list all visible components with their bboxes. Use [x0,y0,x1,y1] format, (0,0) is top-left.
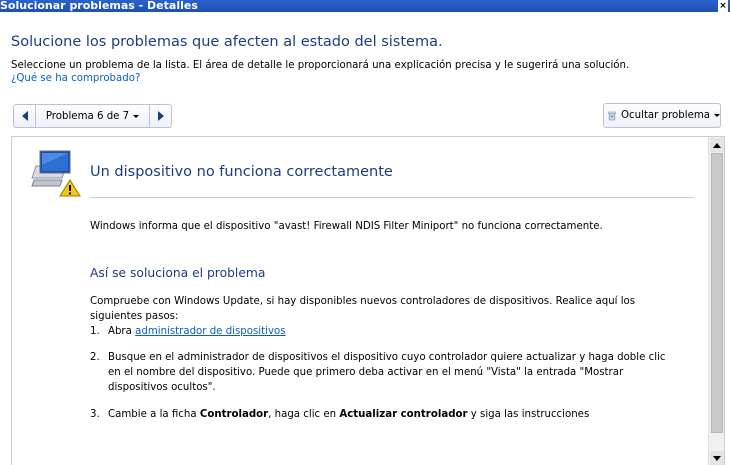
problem-title: Un dispositivo no funciona correctamente [90,164,393,180]
next-problem-button[interactable] [149,105,171,127]
monitor-warning-icon [26,148,82,198]
divider [90,197,694,198]
arrow-up-icon [713,143,721,148]
previous-problem-button[interactable] [14,105,36,127]
step-1: 1. Abra administrador de dispositivos [90,326,286,337]
scroll-thumb[interactable] [711,153,723,433]
right-arrow-icon [158,111,164,121]
vertical-scrollbar[interactable] [708,137,724,465]
solution-intro-line2: siguientes pasos: [90,311,179,322]
device-manager-link[interactable]: administrador de dispositivos [135,326,286,337]
problem-counter: Problema 6 de 7 [45,110,130,122]
hide-problem-label: Ocultar problema [621,110,710,121]
page-description: Seleccione un problema de la lista. El área de detalle le proporcionará una explicación precisa y le sugerirá una solución. [11,60,630,71]
solution-intro-line1: Compruebe con Windows Update, si hay disponibles nuevos controladores de dispositivos. Realice aquí los [90,296,636,307]
window-title: Solucionar problemas - Detalles [0,0,198,12]
window-titlebar[interactable] [0,0,730,12]
step-3: 3. Cambie a la ficha Controlador, haga clic en Actualizar controlador y siga las instrucciones [90,409,590,420]
what-was-checked-link[interactable]: ¿Qué se ha comprobado? [11,73,141,84]
hide-problem-button[interactable] [603,103,721,128]
page-heading: Solucione los problemas que afecten al estado del sistema. [11,34,443,50]
step-2: 2. Busque en el administrador de dispositivos el dispositivo cuyo controlador quiere actualizar y haga doble clic en el nombre del dispositivo. Puede que primero deba activar en el menú "Vista" la entrada "Mostrar dispositivos ocultos". [90,352,666,393]
arrow-down-icon [713,456,721,461]
left-arrow-icon [22,111,28,121]
chevron-down-icon [714,114,720,117]
scroll-down-button[interactable] [710,451,724,465]
close-icon[interactable]: × [719,1,727,11]
scroll-up-button[interactable] [710,138,724,152]
recycle-bin-icon [608,108,616,124]
problem-message: Windows informa que el dispositivo "avast! Firewall NDIS Filter Miniport" no funciona correctamente. [90,221,603,232]
problem-selector[interactable] [36,105,149,127]
problem-detail-panel [11,136,725,465]
problem-navigator [13,104,172,128]
solution-heading: Así se soluciona el problema [90,266,266,280]
chevron-down-icon [133,115,139,118]
